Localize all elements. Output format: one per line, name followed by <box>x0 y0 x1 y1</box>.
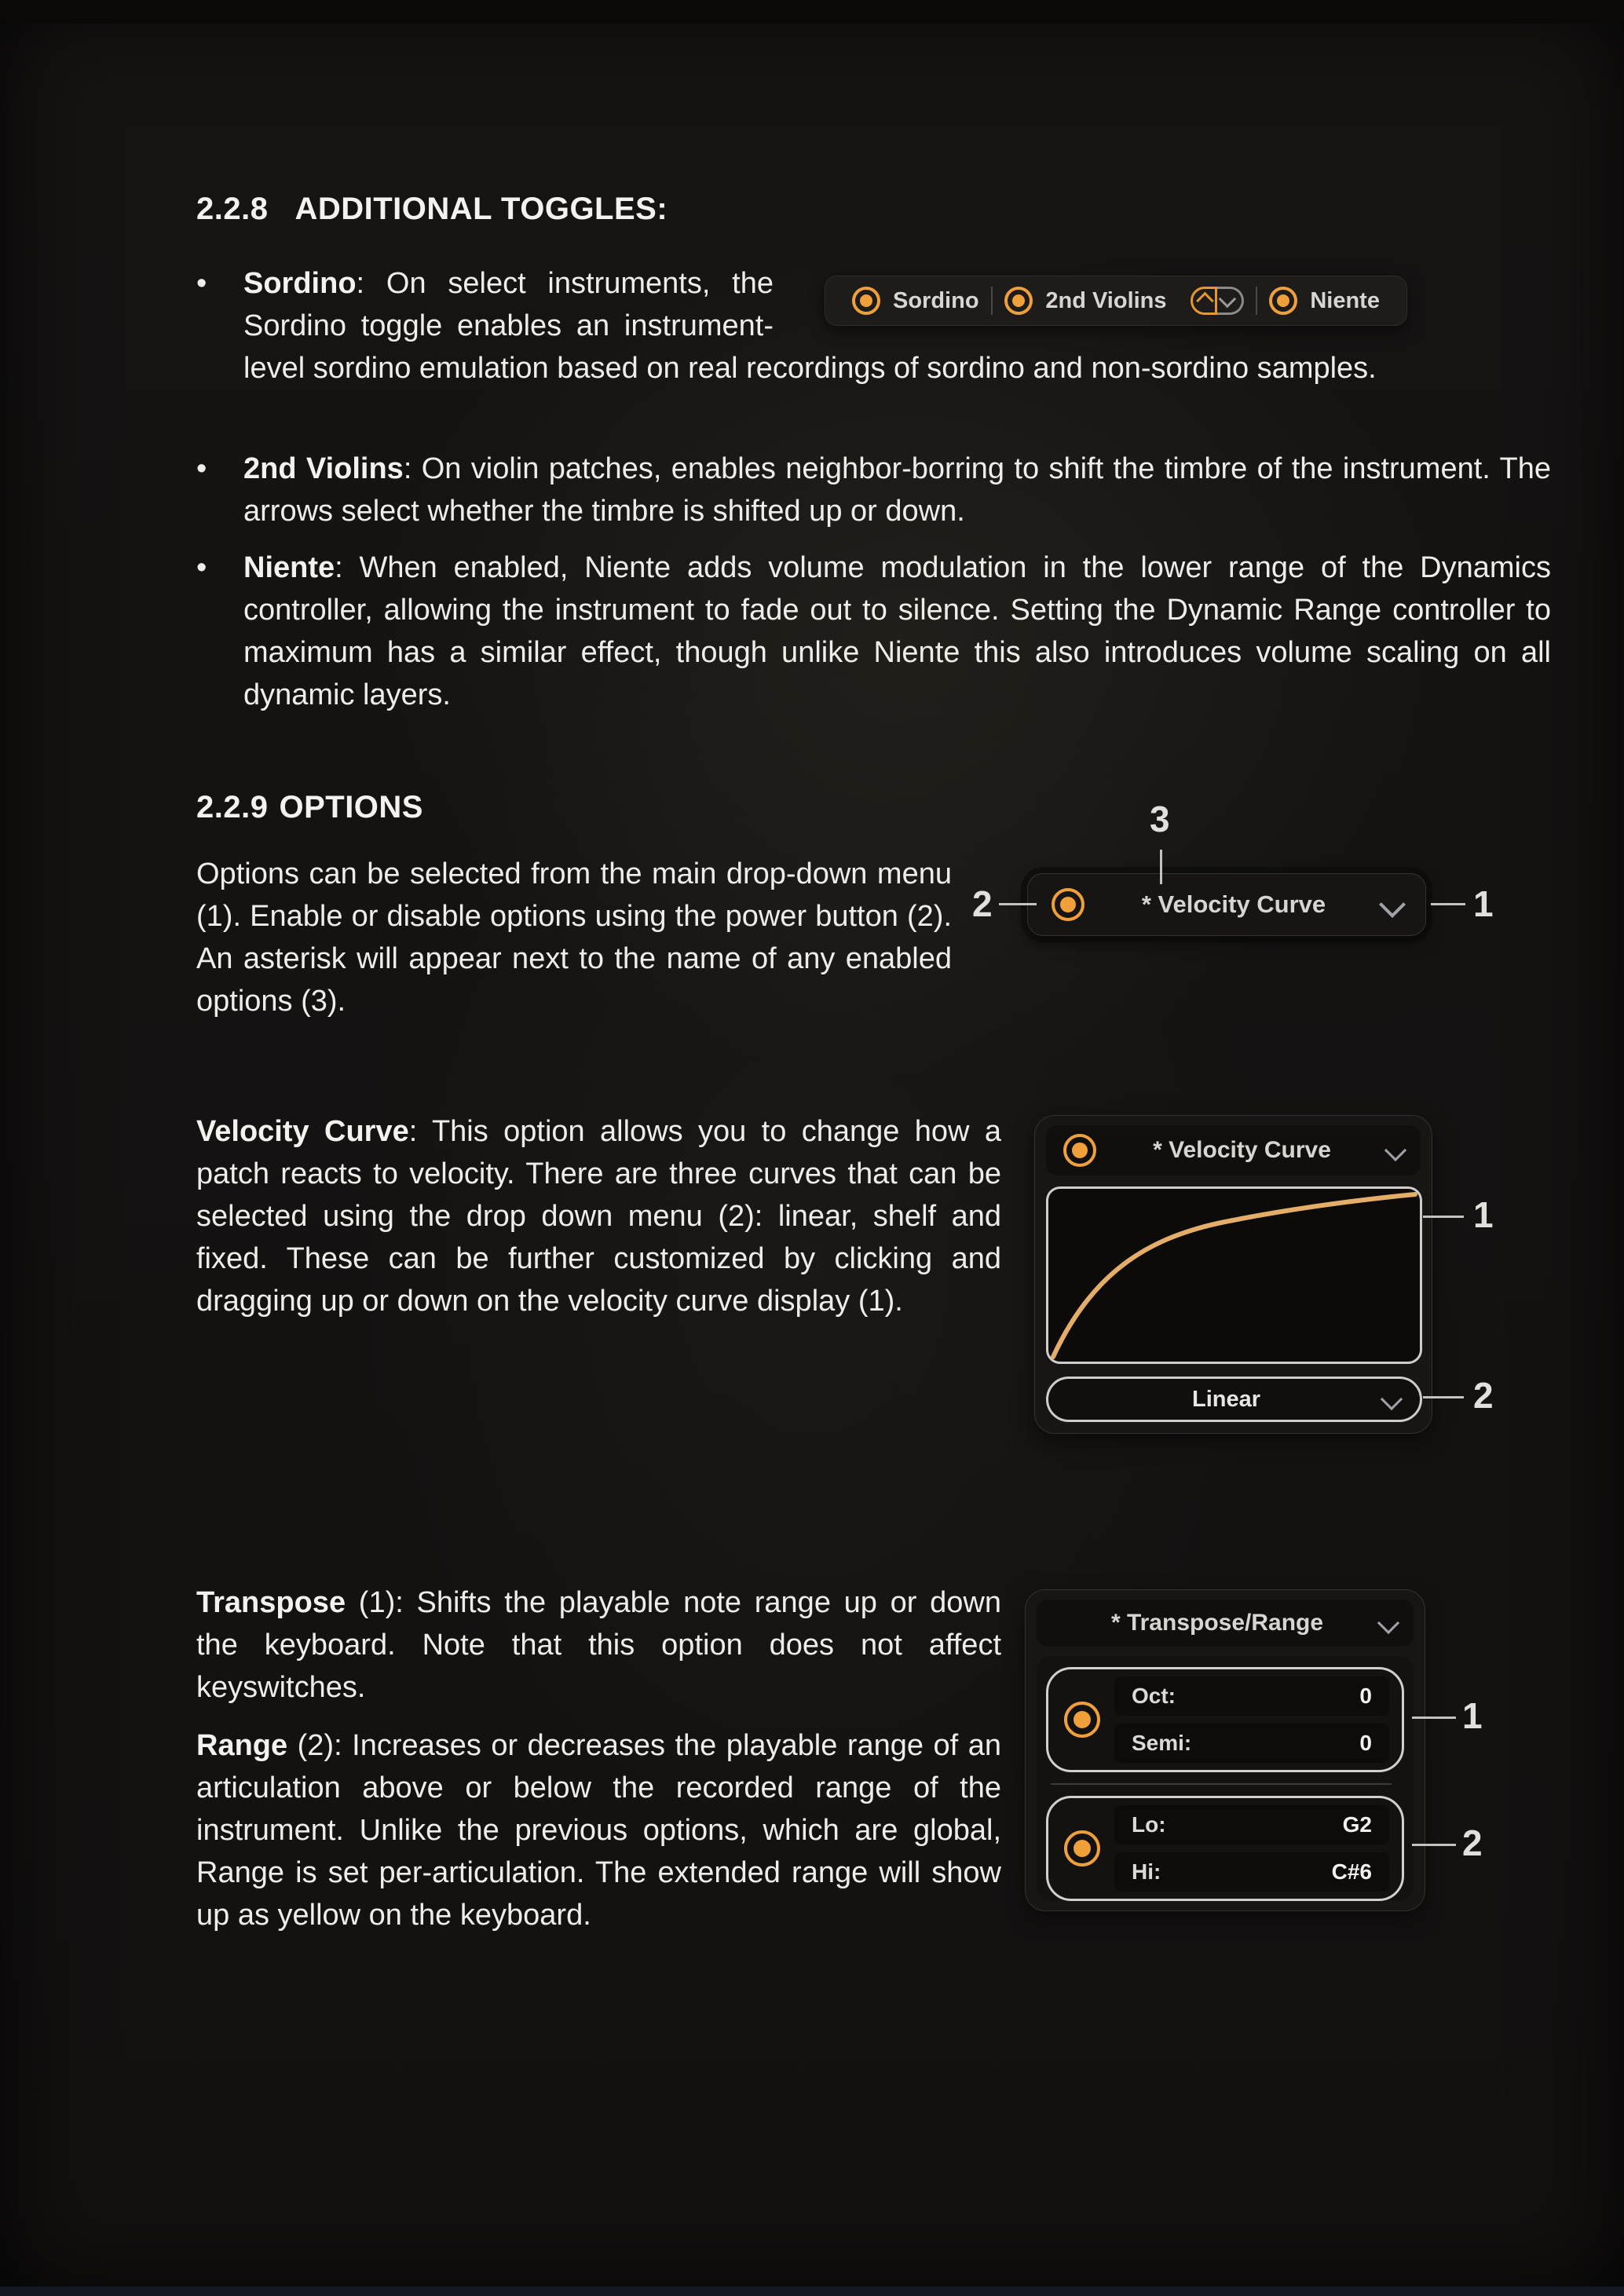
paragraph-body: (2): Increases or decreases the playable range of an articulation above or below the recorded range of the instrument. Unlike the previous options, which are global, Range is set per-articulation. The extended range will show up as yellow on the keyboard. <box>196 1729 1001 1932</box>
power-icon[interactable] <box>1064 1702 1100 1738</box>
callout-2: 2 <box>1462 1823 1483 1863</box>
panel-header-label: * Velocity Curve <box>1153 1137 1331 1163</box>
arrow-up-icon <box>1196 292 1214 310</box>
toggle-label: Sordino <box>893 287 979 313</box>
power-icon[interactable] <box>1063 1134 1096 1167</box>
callout-2: 2 <box>972 883 993 924</box>
field-value: C#6 <box>1331 1859 1372 1884</box>
arrow-down-button[interactable] <box>1217 287 1244 315</box>
semitone-field[interactable] <box>1114 1724 1389 1763</box>
range-group <box>1046 1796 1404 1901</box>
divider <box>991 287 993 315</box>
field-label: Hi: <box>1132 1859 1161 1884</box>
bullet-dot: • <box>196 551 207 584</box>
section-number: 2.2.9 <box>196 790 269 824</box>
bullet-body: : On violin patches, enables neighbor-borring to shift the timbre of the instrument. The arrows select whether the timbre is shifted up or down. <box>243 452 1551 528</box>
section-title: OPTIONS <box>279 790 423 824</box>
toggle-niente[interactable] <box>1269 287 1380 315</box>
power-icon[interactable] <box>1064 1830 1100 1866</box>
field-label: Oct: <box>1132 1684 1176 1708</box>
toggle-label: Niente <box>1310 287 1380 313</box>
callout-line <box>1412 1717 1456 1719</box>
paragraph-body: (1): Shifts the playable note range up or down the keyboard. Note that this option does not affect keyswitches. <box>196 1586 1001 1704</box>
callout-1: 1 <box>1462 1695 1483 1736</box>
dropdown-label: * Velocity Curve <box>1141 890 1326 918</box>
section-title: ADDITIONAL TOGGLES: <box>294 192 668 226</box>
toggle-label: 2nd Violins <box>1045 287 1167 313</box>
callout-line <box>1423 1216 1464 1218</box>
divider <box>1256 287 1257 315</box>
bullet-body: : When enabled, Niente adds volume modulation in the lower range of the Dynamics controller, allowing the instrument to fade out to silence. Setting the Dynamic Range controller to maximum has a similar effect, though unlike Niente this also introduces volume scaling on all dynamic layers. <box>243 551 1551 711</box>
bullet-dot: • <box>196 267 207 300</box>
bullet-term: Niente <box>243 551 335 584</box>
options-intro-paragraph: Options can be selected from the main drop-down menu (1). Enable or disable options using the power button (2). An asterisk will appear next to the name of any enabled options (3). <box>196 857 952 1018</box>
chevron-down-icon <box>1379 891 1406 918</box>
callout-line <box>1431 903 1465 905</box>
curve-type-label: Linear <box>1191 1386 1261 1412</box>
field-value: G2 <box>1342 1812 1372 1837</box>
callout-line <box>1160 850 1162 884</box>
panel-header-label: * Transpose/Range <box>1110 1610 1324 1636</box>
velocity-curve-panel <box>1034 1115 1432 1434</box>
power-icon[interactable] <box>1052 888 1084 921</box>
range-high-field[interactable] <box>1114 1852 1389 1892</box>
toggle-bar <box>825 276 1407 326</box>
bullet-text <box>243 547 1551 716</box>
toggle-2nd-violins[interactable] <box>1004 287 1243 315</box>
chevron-down-icon <box>1384 1139 1406 1161</box>
options-dropdown[interactable] <box>1027 873 1426 936</box>
timbre-shift-control <box>1191 287 1244 315</box>
field-value: 0 <box>1359 1684 1372 1708</box>
power-icon <box>1004 287 1033 315</box>
paragraph-body: : This option allows you to change how a patch reacts to velocity. There are three curves that can be selected using the drop down menu (2): linear, shelf and fixed. These can be further customized by clicking and dragging up or down on the velocity curve display (1). <box>196 1115 1001 1318</box>
callout-1: 1 <box>1473 883 1494 924</box>
paragraph-term: Range <box>196 1729 288 1762</box>
callout-2: 2 <box>1473 1375 1494 1416</box>
field-label: Semi: <box>1132 1731 1192 1755</box>
bottom-edge-band <box>0 2287 1624 2296</box>
range-low-field[interactable] <box>1114 1805 1389 1844</box>
transpose-group <box>1046 1667 1404 1772</box>
toggle-sordino[interactable] <box>852 287 979 315</box>
bullet-term: Sordino <box>243 267 357 300</box>
callout-line <box>999 903 1037 905</box>
transpose-rows <box>1114 1676 1389 1763</box>
paragraph-term: Velocity Curve <box>196 1115 409 1148</box>
transpose-paragraph <box>196 1581 1001 1709</box>
range-paragraph <box>196 1724 1001 1936</box>
bullet-2nd-violins <box>196 448 1551 532</box>
divider <box>1051 1783 1392 1785</box>
chevron-down-icon <box>1377 1612 1399 1634</box>
bullet-term: 2nd Violins <box>243 452 404 485</box>
callout-3: 3 <box>1150 799 1170 839</box>
transpose-range-panel <box>1025 1589 1425 1911</box>
transpose-range-body <box>1037 1656 1414 1901</box>
octave-field[interactable] <box>1114 1676 1389 1716</box>
range-rows <box>1114 1805 1389 1892</box>
arrow-down-icon <box>1219 291 1237 309</box>
transpose-range-header[interactable] <box>1037 1600 1414 1647</box>
velocity-curve-header[interactable] <box>1046 1125 1421 1175</box>
power-icon <box>1269 287 1297 315</box>
bullet-niente <box>196 547 1551 716</box>
velocity-curve-graph <box>1048 1189 1420 1362</box>
chevron-down-icon <box>1381 1388 1403 1410</box>
arrow-up-button[interactable] <box>1191 287 1217 315</box>
section-heading-229 <box>196 790 423 825</box>
callout-1: 1 <box>1473 1194 1494 1235</box>
bullet-body: : On select instruments, the Sordino toggle enables an instrument-level sordino emulation based on real recordings of sordino and non-sordino samples. <box>243 267 1377 385</box>
field-label: Lo: <box>1132 1812 1166 1837</box>
velocity-curve-display[interactable] <box>1046 1186 1422 1364</box>
bullet-text <box>243 448 1551 532</box>
power-icon <box>852 287 880 315</box>
velocity-curve-paragraph <box>196 1110 1001 1322</box>
bullet-dot: • <box>196 452 207 485</box>
top-vignette-band <box>0 0 1624 24</box>
section-number: 2.2.8 <box>196 192 269 226</box>
section-heading-228 <box>196 192 668 227</box>
field-value: 0 <box>1359 1731 1372 1755</box>
callout-line <box>1412 1844 1456 1846</box>
paragraph-term: Transpose <box>196 1586 346 1619</box>
callout-line <box>1423 1396 1464 1398</box>
curve-type-dropdown[interactable] <box>1046 1377 1422 1422</box>
